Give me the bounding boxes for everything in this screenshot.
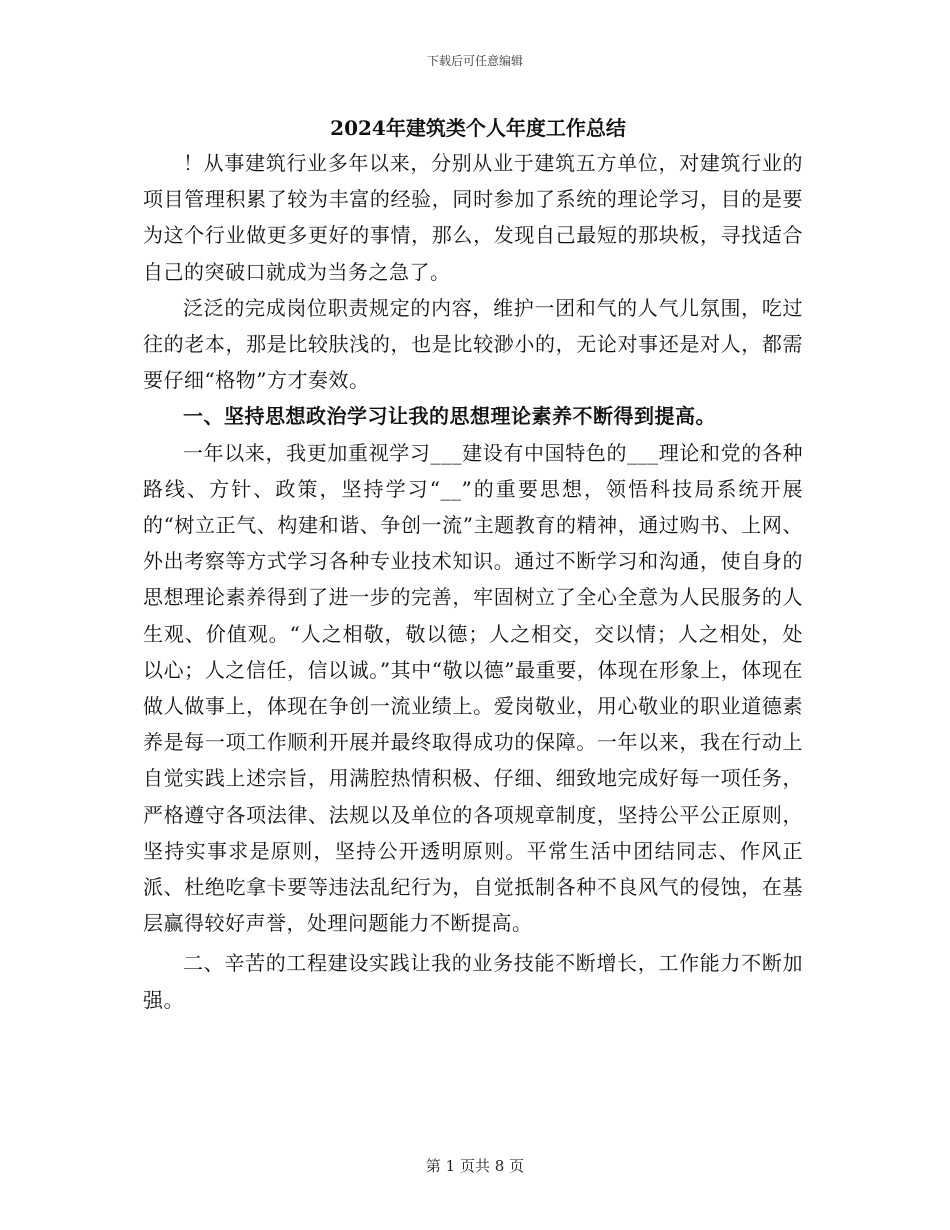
paragraph-second: 泛泛的完成岗位职责规定的内容，维护一团和气的人气儿氛围，吃过往的老本，那是比较肤浅的，也是比较渺小的，无论对事还是对人，都需要仔细“格物”方才奏效。 (143, 295, 803, 393)
paragraph-section-1-body: 一年以来，我更加重视学习___建设有中国特色的___理论和党的各种路线、方针、政策，坚持学习“__”的重要思想，领悟科技局系统开展的“树立正气、构建和谐、争创一流”主题教育的精神，通过购书、上网、外出考察等方式学习各种专业技术知识。通过不断学习和沟通，使自身的思想理论素养得到了进一步的完善，牢固树立了全心全意为人民服务的人生观、价值观。“人之相敬，敬以德；人之相交，交以情；人之相处，处以心；人之信任，信以诚。”其中“敬以德”最重要，体现在形象上，体现在做人做事上，体现在争创一流业绩上。爱岗敬业，用心敬业的职业道德素养是每一项工作顺利开展并最终取得成功的保障。一年以来，我在行动上自觉实践上述宗旨，用满腔热情积极、仔细、细致地完成好每一项任务，严格遵守各项法律、法规以及单位的各项规章制度，坚持公平公正原则，坚持实事求是原则，坚持公开透明原则。平常生活中团结同志、作风正派、杜绝吃拿卡要等违法乱纪行为，自觉抵制各种不良风气的侵蚀，在基层赢得较好声誉，处理问题能力不断提高。 (143, 440, 803, 936)
section-heading-1: 一、坚持思想政治学习让我的思想理论素养不断得到提高。 (183, 404, 716, 429)
page-number-footer: 第 1 页共 8 页 (425, 1157, 525, 1175)
section-heading-2: 二、辛苦的工程建设实践让我的业务技能不断增长，工作能力不断加强。 (143, 951, 803, 1012)
paragraph-intro: ！从事建筑行业多年以来，分别从业于建筑五方单位，对建筑行业的项目管理积累了较为丰富的经验，同时参加了系统的理论学习，目的是要为这个行业做更多更好的事情，那么，发现自己最短的那块板，寻找适合自己的突破口就成为当务之急了。 (143, 151, 803, 284)
document-title: 2024年建筑类个人年度工作总结 (330, 116, 626, 140)
page-header: 下载后可任意编辑 (426, 54, 523, 68)
document-body (143, 113, 803, 1018)
